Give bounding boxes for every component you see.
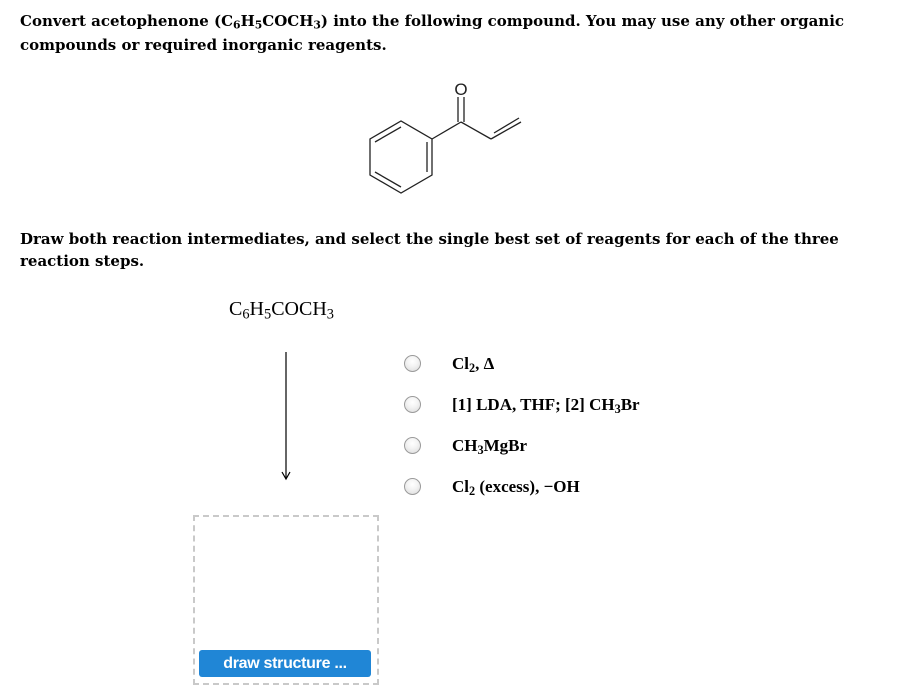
starting-material-label: $C_6H_5COCH_3$ — [229, 298, 334, 323]
reagent-option[interactable] — [404, 466, 640, 507]
reagent-label: $Cl_2$, Δ — [452, 353, 495, 375]
down-arrow-icon — [279, 350, 293, 486]
radio-button[interactable] — [404, 396, 421, 413]
reagent-option[interactable] — [404, 343, 640, 384]
oxygen-atom-label: O — [454, 80, 468, 99]
reagent-option[interactable] — [404, 425, 640, 466]
radio-button[interactable] — [404, 437, 421, 454]
question-text: Convert acetophenone $(C_6H_5COCH_3)$ into the following compound. You may use any other organic compounds or required inorganic reagents. — [20, 12, 845, 54]
instruction-text: Draw both reaction intermediates, and select the single best set of reagents for each of the three reaction steps. — [20, 230, 839, 270]
reagent-label: $Cl_2$ (excess), −OH — [452, 476, 580, 498]
draw-structure-button[interactable]: draw structure ... — [199, 650, 371, 677]
radio-button[interactable] — [404, 478, 421, 495]
reagent-options — [404, 343, 640, 507]
reagent-label: $CH_3MgBr$ — [452, 435, 528, 457]
radio-button[interactable] — [404, 355, 421, 372]
reagent-option[interactable] — [404, 384, 640, 425]
reagent-label: [1] LDA, THF; [2] $CH_3Br$ — [452, 394, 640, 416]
target-molecule-structure — [360, 76, 560, 206]
